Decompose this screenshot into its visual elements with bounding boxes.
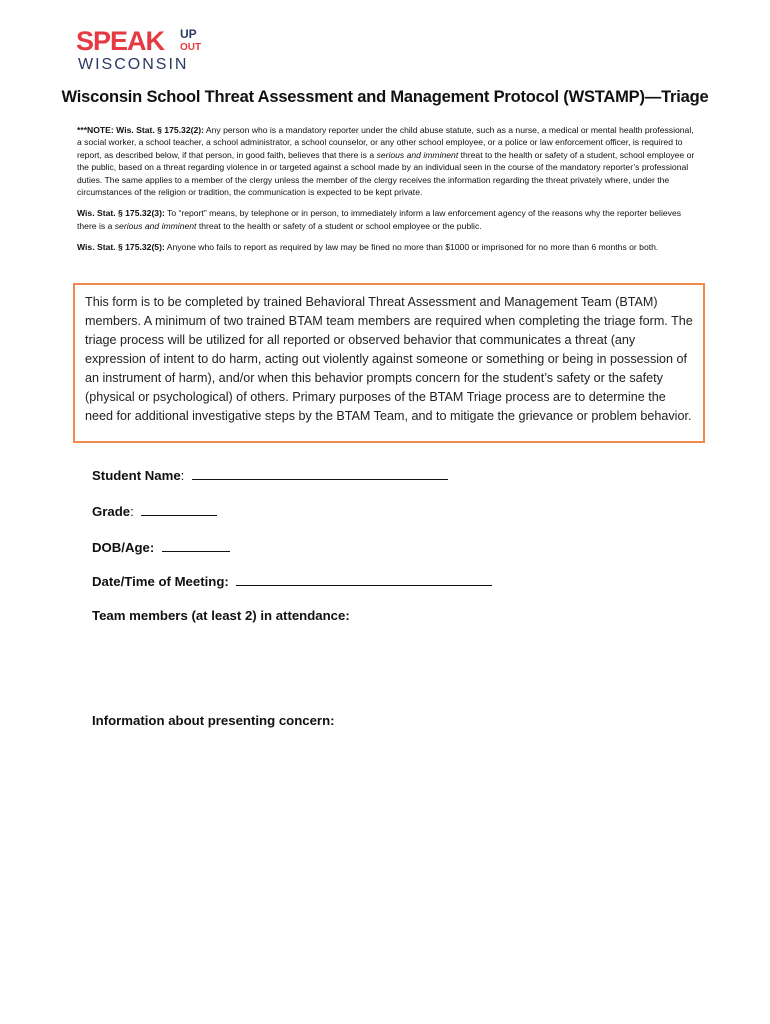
presenting-concern-field (92, 713, 335, 728)
grade-field: Grade: (92, 503, 217, 519)
logo-state: WISCONSIN (78, 56, 189, 72)
logo-tag-top: UP (180, 27, 197, 41)
meeting-input[interactable] (236, 573, 492, 586)
logo-graphic (76, 26, 216, 72)
student-name-field: Student Name: (92, 467, 448, 483)
note-emphasis: serious and imminent (114, 220, 197, 231)
team-members-field (92, 608, 350, 623)
note-175-32-5 (77, 241, 697, 253)
dob-age-input[interactable] (162, 539, 230, 552)
student-name-label: Student Name (92, 468, 181, 483)
note-175-32-3 (77, 207, 697, 232)
note-text: Any person who is a mandatory reporter under the child abuse statute, such as a nurse, a medical or mental health professional, a social worker, a school teacher, a school administrator, a school counselor, or any other school employee, or a police or law enforcement officer, is required to report, as described below, if that person, in good faith, believes that there is a (77, 125, 694, 160)
student-name-input[interactable] (192, 467, 448, 480)
grade-input[interactable] (141, 503, 217, 516)
note-text: Anyone who fails to report as required by law may be fined no more than $1000 or imprisoned for no more than 6 months or both. (164, 242, 659, 253)
grade-label: Grade (92, 504, 131, 519)
meeting-label: Date/Time of Meeting: (92, 574, 229, 589)
note-175-32-2 (77, 124, 697, 198)
speak-up-out-logo (76, 26, 216, 72)
meeting-field (92, 573, 492, 589)
note-emphasis: serious and imminent (376, 149, 459, 160)
page-title: Wisconsin School Threat Assessment and Management Protocol (WSTAMP)—Triage (61, 88, 709, 106)
instructions-box: This form is to be completed by trained Behavioral Threat Assessment and Management Team (BTAM) members. A minimum of two trained BTAM team members are required when completing the triage form. The triage process will be utilized for all reported or observed behavior that communicates a threat (any expression of intent to do harm, acting out violently against someone or something or being in possession of an instrument of harm), and/or when this behavior prompts concern for the student’s safety or the safety (physical or psychological) of others. Primary purposes of the BTAM Triage process are to determine the need for additional investigative steps by the BTAM Team, and to mitigate the grievance or problem behavior. (73, 283, 705, 443)
note-label: Wis. Stat. § 175.32(5): (77, 242, 165, 253)
dob-age-label: DOB/Age: (92, 540, 155, 555)
note-label: Wis. Stat. § 175.32(3): (77, 208, 165, 219)
dob-age-field (92, 539, 230, 555)
logo-tag-bottom: OUT (180, 42, 202, 53)
team-members-label: Team members (at least 2) in attendance: (92, 608, 350, 623)
note-label: ***NOTE: Wis. Stat. § 175.32(2): (77, 125, 204, 135)
note-text: threat to the health or safety of a student, school employee or the public, based on a threat regarding violence in or targeted against a school made by an individual seen in the course of the mandatory reporter’s professional duties. The same applies to a member of the clergy unless the member of the clergy receives the information regarding the threat privately where, under the circumstances of the religion or tradition, the communication is expected to be kept private. (77, 149, 695, 198)
note-text: To “report” means, by telephone or in person, to immediately inform a law enforcement agency of the reasons why the reporter believes there is a (77, 208, 682, 231)
statute-notes (77, 124, 697, 263)
note-text: threat to the health or safety of a student or school employee or the public. (196, 220, 482, 231)
logo-word: SPEAK (76, 26, 165, 56)
presenting-concern-label: Information about presenting concern: (92, 713, 335, 728)
